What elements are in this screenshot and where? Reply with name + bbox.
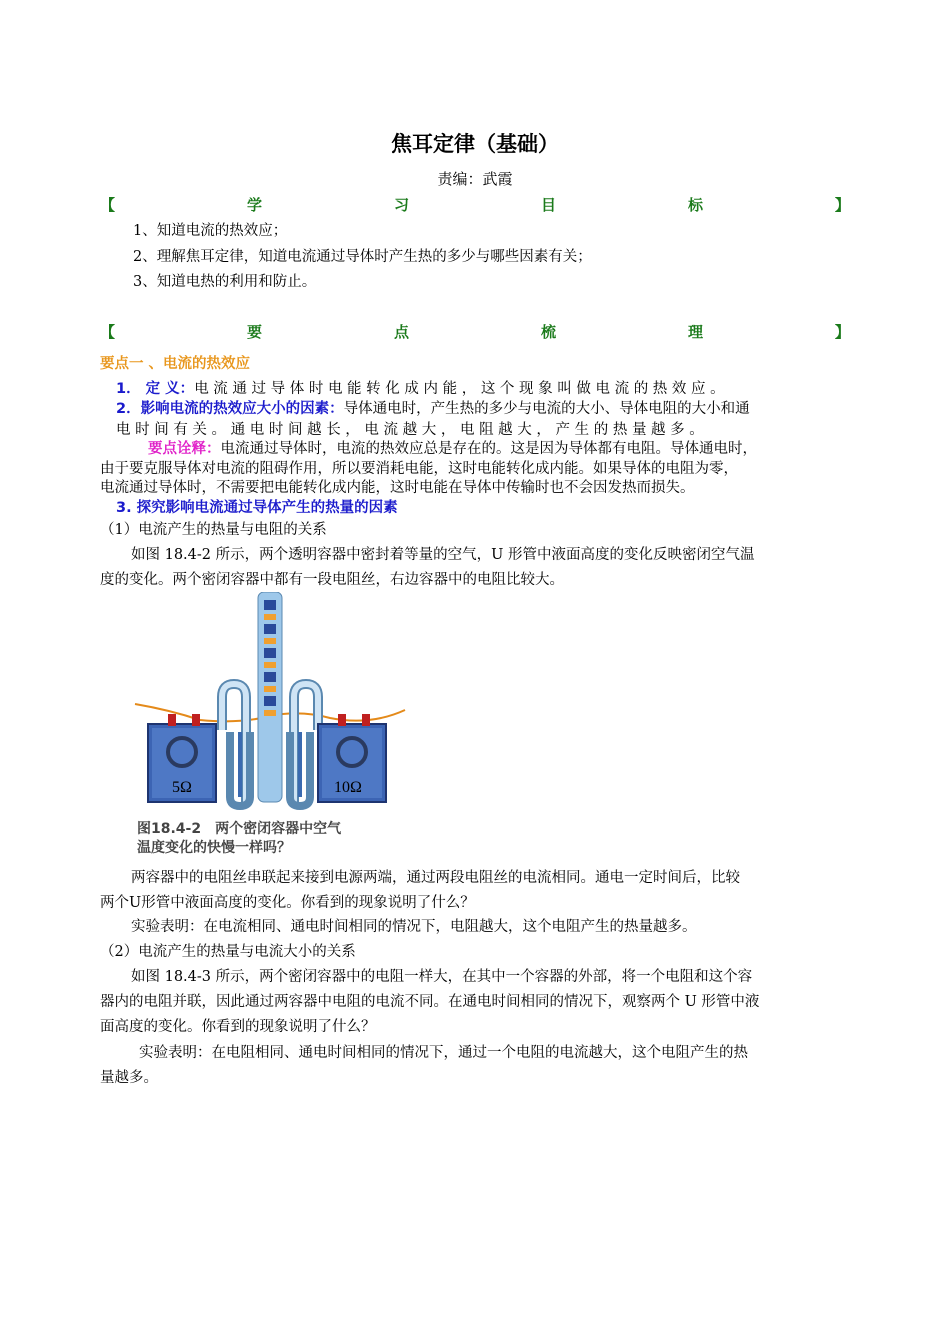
left-terminal [192,714,200,726]
goals-header-char: 【 [100,196,116,214]
part2-result-line: 实验表明：在电阻相同、通电时间相同的情况下，通过一个电阻的电流越大，这个电阻产生的热 [139,1045,748,1061]
factor-text: 导体通电时，产生热的多少与电流的大小、导体电阻的大小和通 [343,401,750,417]
scale-mark [264,696,276,706]
points-header-char: 点 [393,323,409,341]
scale-mark [264,710,276,716]
figure-caption-line: 温度变化的快慢一样吗？ [137,840,291,856]
factor-label: 2．影响电流的热效应大小的因素： [116,401,344,417]
part1-paragraph-line: 两容器中的电阻丝串联起来接到电源两端，通过两段电阻丝的电流相同。通电一定时间后，比较 [131,870,740,886]
definition-label: 1． 定 义： [116,381,195,397]
scale-mark [264,638,276,644]
part1-paragraph-line: 度的变化。两个密闭容器中都有一段电阻丝，右边容器中的电阻比较大。 [100,572,564,588]
note-line-2: 由于要克服导体对电流的阻碍作用，所以要消耗电能，这时电能转化成内能。如果导体的电阻为零， [100,461,738,477]
scale-mark [264,686,276,692]
point1-heading: 要点一 、电流的热效应 [100,356,251,372]
points-header-char: 【 [100,323,116,341]
goal-item: 1、知道电流的热效应； [133,223,288,239]
goals-header-char: 习 [393,196,409,214]
part1-result: 实验表明：在电流相同、通电时间相同的情况下，电阻越大，这个电阻产生的热量越多。 [131,919,697,935]
goals-header-char: 标 [687,196,703,214]
scale-mark [264,648,276,658]
page-title: 焦耳定律（基础） [391,132,559,156]
part1-paragraph-line: 如图 18.4-2 所示，两个透明容器中密封着等量的空气，U 形管中液面高度的变化反映密闭空气温 [131,547,755,563]
figure-caption-line: 图18.4-2 两个密闭容器中空气 [137,821,342,837]
part2-heading: （2）电流产生的热量与电流大小的关系 [100,944,356,960]
scale-mark [264,672,276,682]
note-line-3: 电流通过导体时，不需要把电能转化成内能，这时电能在导体中传输时也不会因发热而损失。 [100,480,695,496]
scale-mark [264,662,276,668]
editor-line: 责编：武霞 [437,170,513,188]
goals-header-char: 】 [834,196,850,214]
goals-header-char: 目 [540,196,556,214]
goals-header [100,194,850,215]
note-label: 要点诠释： [148,441,221,457]
points-header-char: 梳 [540,323,556,341]
definition-text: 电 流 通 过 导 体 时 电 能 转 化 成 内 能 ， 这 个 现 象 叫 做 电 流 的 热 效 应 。 [194,381,725,397]
goal-item: 3、知道电热的利用和防止。 [133,274,317,290]
points-header-char: 要 [246,323,262,341]
left-terminal [168,714,176,726]
right-terminal [338,714,346,726]
points-header-char: 】 [834,323,850,341]
factor-line-1 [116,397,868,418]
goal-item: 2、理解焦耳定律，知道电流通过导体时产生热的多少与哪些因素有关； [133,249,592,265]
part2-result-line: 量越多。 [100,1070,158,1086]
points-header [100,321,850,342]
part1-heading: （1）电流产生的热量与电阻的关系 [100,522,327,538]
points-header-char: 理 [687,323,703,341]
figure-caption [137,820,341,858]
note-text: 电流通过导体时，电流的热效应总是存在的。这是因为导体都有电阻。导体通电时， [220,441,757,457]
factor-line-2: 电 时 间 有 关 。 通 电 时 间 越 长 ， 电 流 越 大 ， 电 阻 越 大 ， 产 生 的 热 量 越 多 。 [116,422,704,438]
goals-header-char: 学 [246,196,262,214]
right-resistance-label: 10Ω [334,779,362,796]
left-resistance-label: 5Ω [172,779,192,796]
part1-paragraph-line: 两个U形管中液面高度的变化。你看到的现象说明了什么？ [100,895,475,911]
scale-mark [264,600,276,610]
explore-heading: 3. 探究影响电流通过导体产生的热量的因素 [116,500,398,516]
part2-paragraph-line: 面高度的变化。你看到的现象说明了什么？ [100,1019,376,1035]
scale-mark [264,624,276,634]
definition-line [116,377,850,398]
scale-mark [264,614,276,620]
right-terminal [362,714,370,726]
part2-paragraph-line: 器内的电阻并联，因此通过两容器中电阻的电流不同。在通电时间相同的情况下，观察两个 U 形管中液 [100,994,760,1010]
note-line-1 [148,437,900,458]
part2-paragraph-line: 如图 18.4-3 所示，两个密闭容器中的电阻一样大，在其中一个容器的外部，将一个电阻和这个容 [131,969,753,985]
